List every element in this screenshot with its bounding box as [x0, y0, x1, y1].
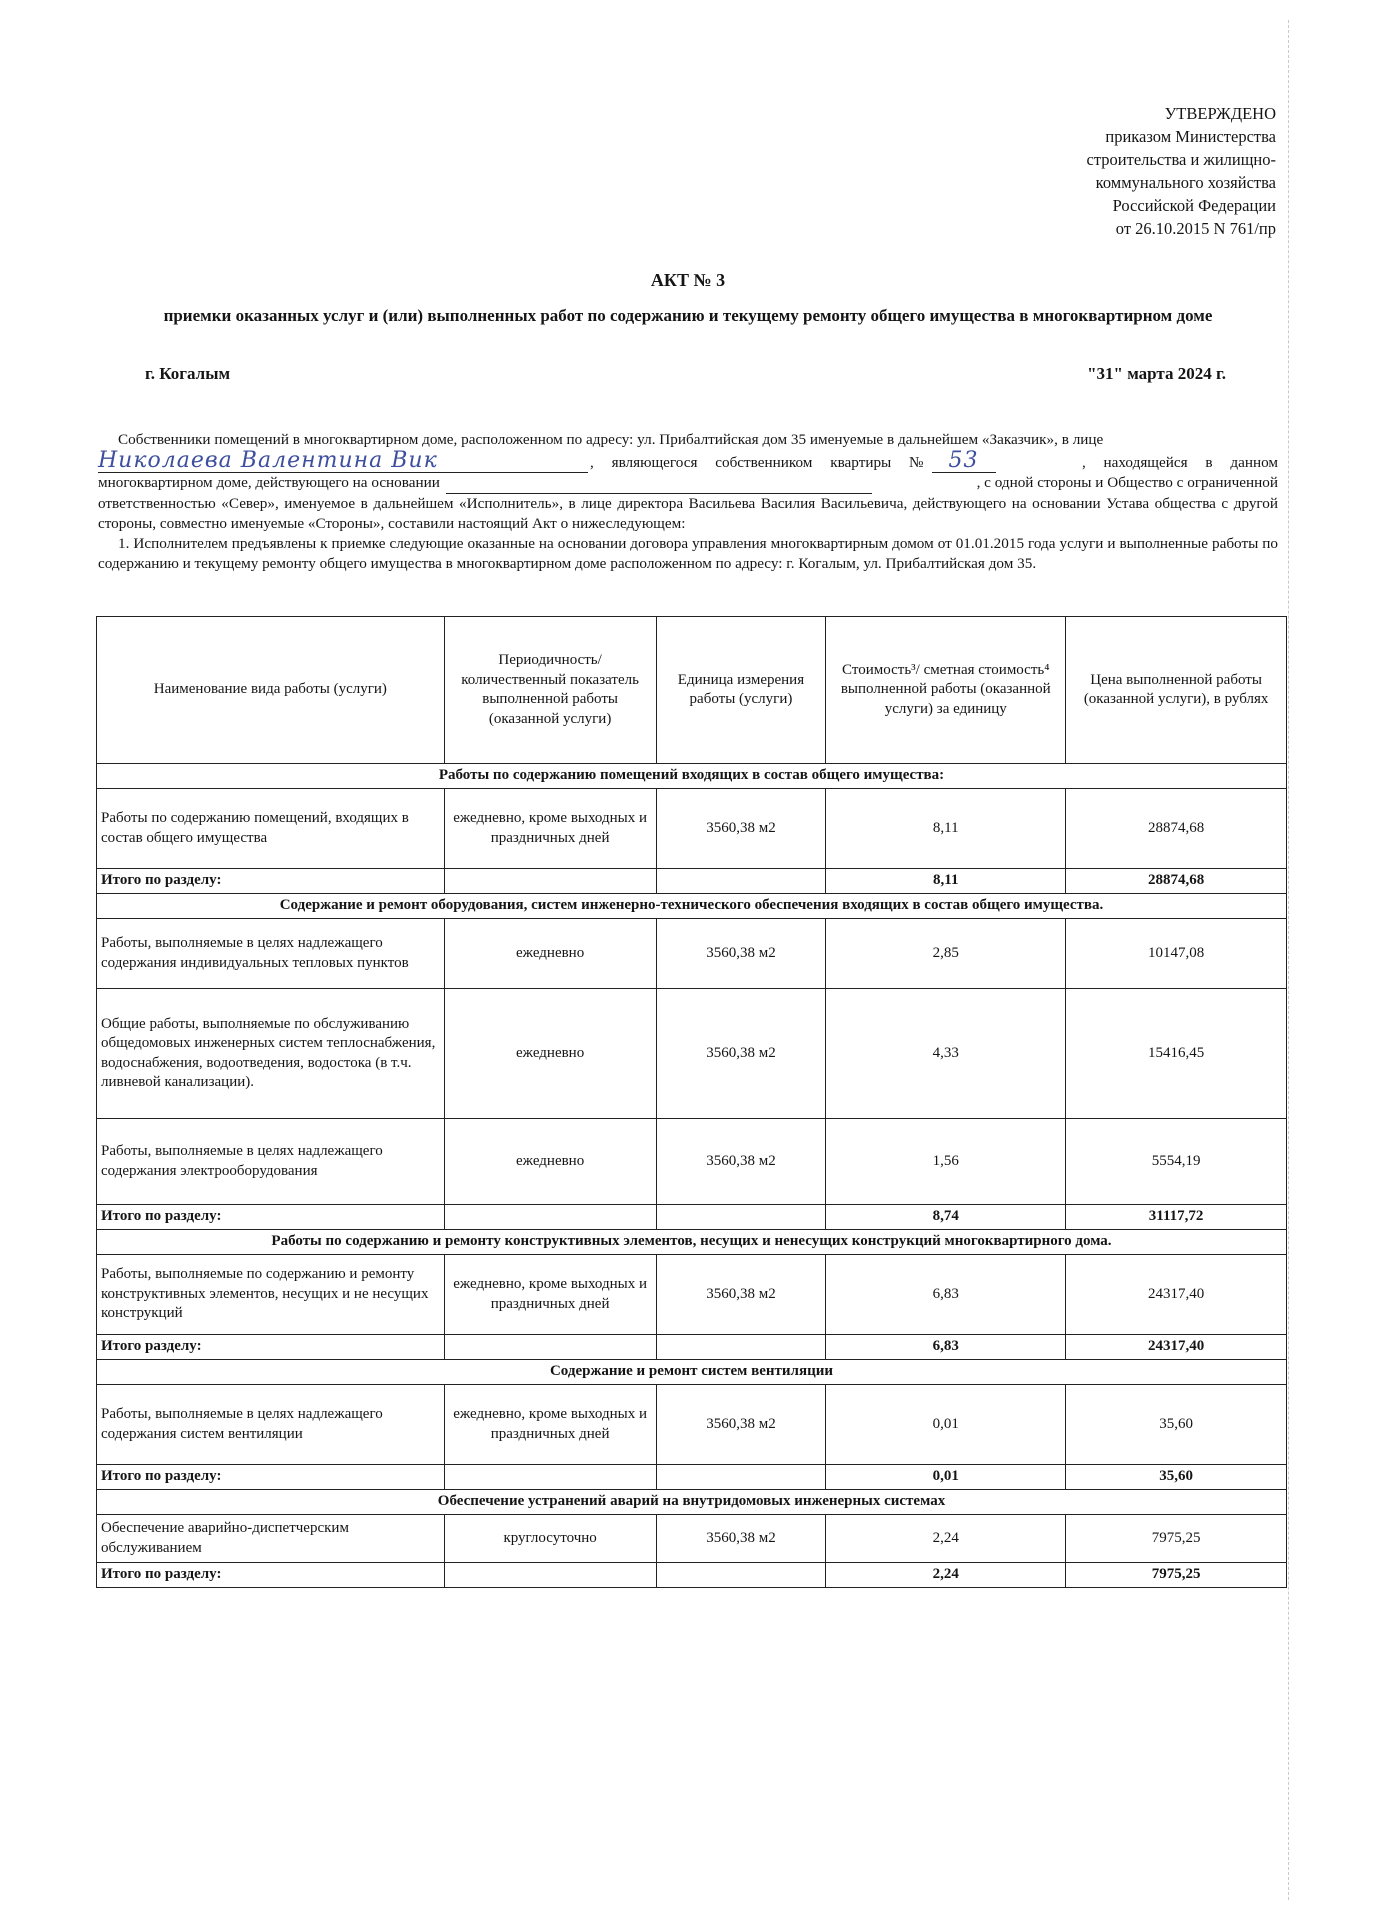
- cell-price: 5554,19: [1066, 1119, 1287, 1205]
- cell-periodicity: ежедневно, кроме выходных и праздничных дней: [444, 1255, 656, 1335]
- total-empty: [656, 1563, 826, 1588]
- total-label: Итого разделу:: [97, 1335, 445, 1360]
- approval-line: от 26.10.2015 N 761/пр: [1115, 219, 1276, 238]
- total-empty: [444, 1335, 656, 1360]
- section-title: Работы по содержанию и ремонту конструктивных элементов, несущих и ненесущих конструкций многоквартирного дома.: [97, 1230, 1287, 1255]
- total-cost: 6,83: [826, 1335, 1066, 1360]
- total-price: 35,60: [1066, 1465, 1287, 1490]
- approval-line: приказом Министерства: [1105, 127, 1276, 146]
- intro-line-3: [98, 473, 1278, 493]
- place-date-line: [145, 364, 1226, 384]
- total-empty: [444, 1465, 656, 1490]
- cell-work-name: Работы, выполняемые в целях надлежащего содержания электрооборудования: [97, 1119, 445, 1205]
- cell-unit-cost: 4,33: [826, 989, 1066, 1119]
- total-label: Итого по разделу:: [97, 1563, 445, 1588]
- total-label: Итого по разделу:: [97, 1465, 445, 1490]
- cell-unit-cost: 2,85: [826, 919, 1066, 989]
- section-title: Содержание и ремонт оборудования, систем инженерно-технического обеспечения входящих в состав общего имущества.: [97, 894, 1287, 919]
- cell-work-name: Работы, выполняемые в целях надлежащего содержания индивидуальных тепловых пунктов: [97, 919, 445, 989]
- cell-price: 15416,45: [1066, 989, 1287, 1119]
- section-header-row: [97, 764, 1287, 789]
- header-work-name: Наименование вида работы (услуги): [97, 617, 445, 764]
- table-row: [97, 1515, 1287, 1563]
- total-empty: [656, 1335, 826, 1360]
- cell-work-name: Обеспечение аварийно-диспетчерским обслуживанием: [97, 1515, 445, 1563]
- table-row: [97, 1119, 1287, 1205]
- table-row: [97, 789, 1287, 869]
- approval-line: строительства и жилищно-: [1086, 150, 1276, 169]
- scan-edge-line: [1288, 20, 1289, 1900]
- table-header-row: [97, 617, 1287, 764]
- cell-unit: 3560,38 м2: [656, 1385, 826, 1465]
- total-cost: 0,01: [826, 1465, 1066, 1490]
- basis-prefix: многоквартирном доме, действующего на основании: [98, 474, 440, 492]
- total-price: 24317,40: [1066, 1335, 1287, 1360]
- header-periodicity: Периодичность/ количественный показатель выполненной работы (оказанной услуги): [444, 617, 656, 764]
- section-total-row: [97, 1205, 1287, 1230]
- intro-line-2: [98, 450, 1278, 473]
- total-empty: [444, 1563, 656, 1588]
- act-date: "31" марта 2024 г.: [1087, 364, 1226, 383]
- cell-price: 10147,08: [1066, 919, 1287, 989]
- cell-periodicity: ежедневно: [444, 919, 656, 989]
- intro-item-1: 1. Исполнителем предъявлены к приемке следующие оказанные на основании договора управления многоквартирным домом от 01.01.2015 года услуги и выполненные работы по содержанию и текущему ремонту общего имущества в многоквартирном доме расположенном по адресу: г. Когалым, ул. Прибалтийская дом 35.: [98, 535, 1278, 573]
- approval-stamp-text: [1087, 102, 1276, 240]
- works-table: [96, 616, 1287, 1588]
- act-title: АКТ № 3: [650, 270, 726, 290]
- section-header-row: [97, 894, 1287, 919]
- approval-line: Российской Федерации: [1112, 196, 1276, 215]
- cell-unit-cost: 6,83: [826, 1255, 1066, 1335]
- cell-unit-cost: 8,11: [826, 789, 1066, 869]
- approval-line: коммунального хозяйства: [1095, 173, 1276, 192]
- total-price: 31117,72: [1066, 1205, 1287, 1230]
- total-empty: [444, 869, 656, 894]
- header-unit: Единица измерения работы (услуги): [656, 617, 826, 764]
- table-row: [97, 1255, 1287, 1335]
- owner-name-handwritten: Николаева Валентина Вик: [98, 450, 588, 473]
- section-header-row: [97, 1360, 1287, 1385]
- act-subtitle: приемки оказанных услуг и (или) выполненных работ по содержанию и текущему ремонту общего имущества в многоквартирном доме: [163, 306, 1213, 325]
- owner-suffix: , являющегося собственником квартиры №: [590, 454, 924, 471]
- cell-price: 35,60: [1066, 1385, 1287, 1465]
- total-cost: 8,74: [826, 1205, 1066, 1230]
- cell-work-name: Работы, выполняемые по содержанию и ремонту конструктивных элементов, несущих и не несущих конструкций: [97, 1255, 445, 1335]
- intro-text: [98, 430, 1278, 575]
- cell-work-name: Общие работы, выполняемые по обслуживанию общедомовых инженерных систем теплоснабжения, водоснабжения, водоотведения, водостока (в т.ч. ливневой канализации).: [97, 989, 445, 1119]
- cell-unit: 3560,38 м2: [656, 919, 826, 989]
- cell-periodicity: ежедневно, кроме выходных и праздничных дней: [444, 789, 656, 869]
- cell-unit-cost: 2,24: [826, 1515, 1066, 1563]
- section-total-row: [97, 1335, 1287, 1360]
- total-cost: 2,24: [826, 1563, 1066, 1588]
- total-label: Итого по разделу:: [97, 1205, 445, 1230]
- cell-price: 24317,40: [1066, 1255, 1287, 1335]
- total-empty: [444, 1205, 656, 1230]
- cell-unit: 3560,38 м2: [656, 1515, 826, 1563]
- total-label: Итого по разделу:: [97, 869, 445, 894]
- total-empty: [656, 1205, 826, 1230]
- total-price: 7975,25: [1066, 1563, 1287, 1588]
- section-title: Работы по содержанию помещений входящих в состав общего имущества:: [97, 764, 1287, 789]
- cell-price: 28874,68: [1066, 789, 1287, 869]
- cell-unit: 3560,38 м2: [656, 1255, 826, 1335]
- total-empty: [656, 869, 826, 894]
- cell-work-name: Работы, выполняемые в целях надлежащего содержания систем вентиляции: [97, 1385, 445, 1465]
- act-city: г. Когалым: [145, 364, 231, 383]
- section-total-row: [97, 1465, 1287, 1490]
- cell-price: 7975,25: [1066, 1515, 1287, 1563]
- header-unit-cost: Стоимость³/ сметная стоимость⁴ выполненной работы (оказанной услуги) за единицу: [826, 617, 1066, 764]
- section-header-row: [97, 1230, 1287, 1255]
- section-total-row: [97, 869, 1287, 894]
- cell-periodicity: ежедневно: [444, 1119, 656, 1205]
- flat-suffix: , находящейся в данном: [1081, 454, 1278, 471]
- cell-periodicity: ежедневно, кроме выходных и праздничных дней: [444, 1385, 656, 1465]
- cell-periodicity: ежедневно: [444, 989, 656, 1119]
- cell-periodicity: круглосуточно: [444, 1515, 656, 1563]
- cell-unit: 3560,38 м2: [656, 789, 826, 869]
- cell-unit: 3560,38 м2: [656, 1119, 826, 1205]
- table-row: [97, 919, 1287, 989]
- cell-work-name: Работы по содержанию помещений, входящих в состав общего имущества: [97, 789, 445, 869]
- total-price: 28874,68: [1066, 869, 1287, 894]
- basis-suffix: , с одной стороны и Обществo с ограниченной: [976, 474, 1278, 492]
- section-total-row: [97, 1563, 1287, 1588]
- intro-rest: ответственностью «Север», именуемое в дальнейшем «Исполнитель», в лице директора Васильева Василия Васильевича, действующего на основании Устава общества с другой стороны, совместно именуемые «Стороны», составили настоящий Акт о нижеследующем:: [98, 494, 1278, 532]
- total-cost: 8,11: [826, 869, 1066, 894]
- cell-unit-cost: 1,56: [826, 1119, 1066, 1205]
- approval-line: УТВЕРЖДЕНО: [1164, 104, 1276, 123]
- intro-line-1: Собственники помещений в многоквартирном доме, расположенном по адресу: ул. Прибалтийская дом 35 именуемые в дальнейшем «Заказчик», в лице: [118, 431, 1104, 448]
- table-row: [97, 989, 1287, 1119]
- header-price: Цена выполненной работы (оказанной услуги), в рублях: [1066, 617, 1287, 764]
- cell-unit-cost: 0,01: [826, 1385, 1066, 1465]
- section-title: Обеспечение устранений аварий на внутридомовых инженерных системах: [97, 1490, 1287, 1515]
- section-title: Содержание и ремонт систем вентиляции: [97, 1360, 1287, 1385]
- section-header-row: [97, 1490, 1287, 1515]
- cell-unit: 3560,38 м2: [656, 989, 826, 1119]
- table-row: [97, 1385, 1287, 1465]
- flat-number-handwritten: 53: [932, 450, 996, 473]
- basis-blank: [446, 479, 872, 494]
- total-empty: [656, 1465, 826, 1490]
